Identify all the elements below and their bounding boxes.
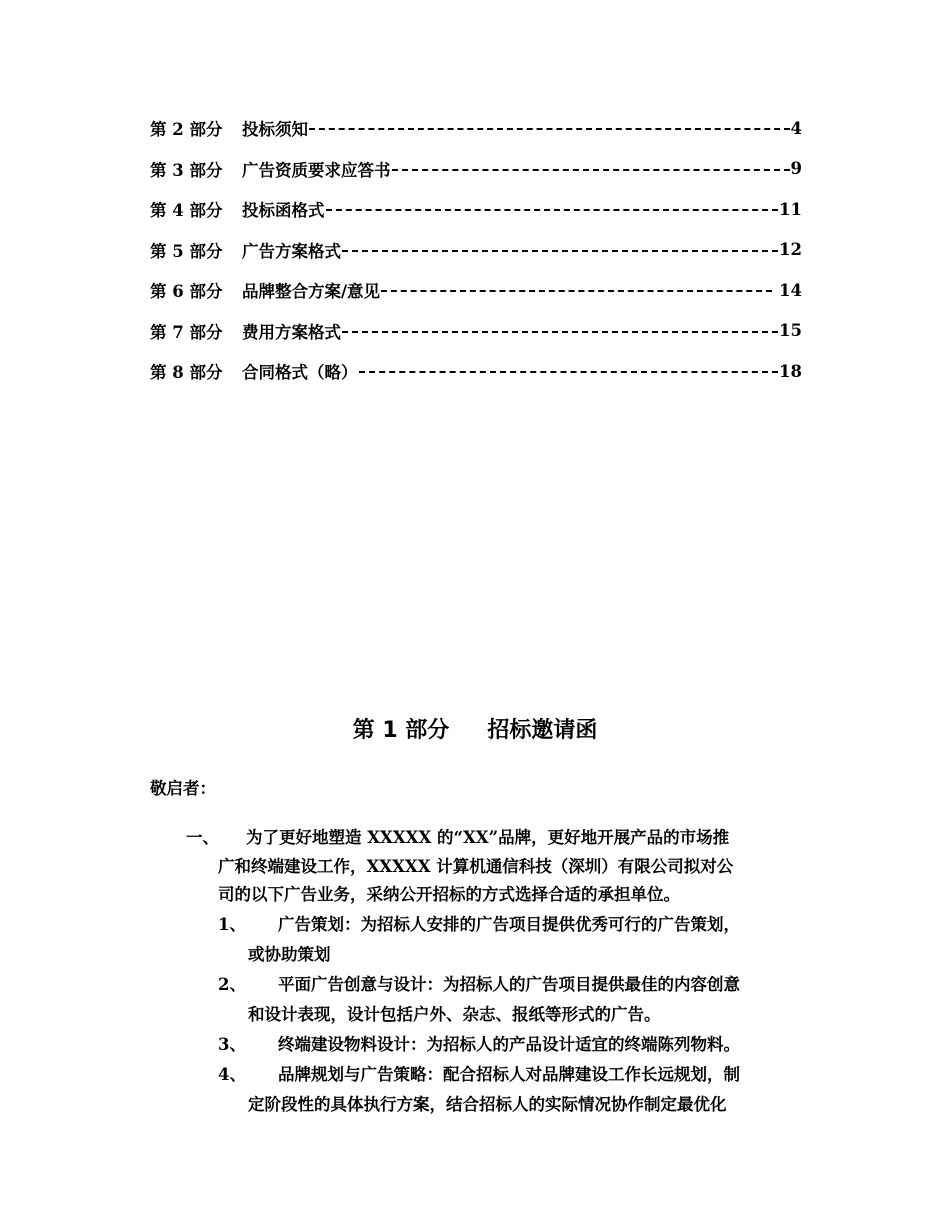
toc-entry[interactable] (150, 108, 802, 149)
list-item (218, 970, 806, 1030)
paragraph-line: 司的以下广告业务，采纳公开招标的方式选择合适的承担单位。 (218, 885, 680, 904)
list-item-number: 2、 (218, 975, 246, 994)
toc-leader-line (392, 169, 790, 171)
toc-page-number: 14 (773, 280, 802, 300)
toc-page-number: 11 (779, 199, 802, 219)
toc-page-number: 9 (790, 159, 802, 179)
list-item-text: 广告策划：为招标人安排的广告项目提供优秀可行的广告策划， (278, 915, 740, 934)
toc-title: 费用方案格式 (242, 322, 341, 342)
toc-title: 投标须知 (242, 120, 308, 140)
toc-part-label: 第 5 部分 (150, 241, 223, 261)
paragraph-number: 一、 (186, 828, 219, 847)
toc-title: 品牌整合方案/意见 (242, 282, 381, 302)
toc-leader-line (342, 331, 778, 333)
toc-title: 合同格式（略） (242, 363, 358, 383)
toc-page-number: 15 (779, 321, 802, 341)
toc-part-label: 第 3 部分 (150, 160, 223, 180)
service-list (218, 910, 806, 1120)
toc-part-label: 第 6 部分 (150, 282, 223, 302)
table-of-contents (150, 108, 802, 392)
list-item (218, 910, 806, 970)
toc-title: 广告方案格式 (242, 241, 341, 261)
paragraph-line: 为了更好地塑造 XXXXX 的“XX”品牌，更好地开展产品的市场推 (246, 828, 730, 847)
toc-entry[interactable] (150, 270, 802, 311)
toc-part-label: 第 4 部分 (150, 201, 223, 221)
toc-page-number: 18 (779, 361, 802, 381)
toc-page-number: 12 (779, 240, 802, 260)
list-item (218, 1060, 806, 1120)
salutation: 敬启者： (150, 779, 216, 798)
paragraph-line: 广和终端建设工作，XXXXX 计算机通信科技（深圳）有限公司拟对公 (218, 856, 734, 876)
toc-entry[interactable] (150, 149, 802, 190)
intro-paragraph (186, 824, 806, 910)
section-heading (0, 713, 950, 744)
toc-leader-line (309, 128, 790, 130)
list-item-text: 平面广告创意与设计：为招标人的广告项目提供最佳的内容创意 (278, 975, 740, 994)
list-item-text: 终端建设物料设计：为招标人的产品设计适宜的终端陈列物料。 (278, 1035, 740, 1054)
section-title-text: 招标邀请函 (487, 718, 598, 743)
toc-leader-line (381, 290, 772, 292)
toc-title: 广告资质要求应答书 (242, 160, 391, 180)
toc-entry[interactable] (150, 311, 802, 352)
toc-part-label: 第 8 部分 (150, 363, 223, 383)
list-item-number: 3、 (218, 1035, 246, 1054)
list-item-text: 或协助策划 (248, 945, 331, 964)
toc-entry[interactable] (150, 189, 802, 230)
toc-part-label: 第 7 部分 (150, 322, 223, 342)
toc-leader-line (326, 209, 779, 211)
toc-title: 投标函格式 (242, 201, 325, 221)
list-item-number: 1、 (218, 915, 246, 934)
section-part-label: 第 1 部分 (352, 718, 450, 743)
toc-page-number: 4 (790, 118, 802, 138)
toc-part-label: 第 2 部分 (150, 120, 223, 140)
list-item-text: 品牌规划与广告策略：配合招标人对品牌建设工作长远规划，制 (278, 1065, 740, 1084)
toc-leader-line (342, 250, 778, 252)
list-item-text: 和设计表现，设计包括户外、杂志、报纸等形式的广告。 (248, 1005, 661, 1024)
toc-entry[interactable] (150, 230, 802, 271)
list-item-number: 4、 (218, 1065, 246, 1084)
list-item-text: 定阶段性的具体执行方案，结合招标人的实际情况协作制定最优化 (248, 1095, 727, 1114)
toc-entry[interactable] (150, 351, 802, 392)
list-item (218, 1030, 806, 1060)
toc-leader-line (359, 371, 779, 373)
